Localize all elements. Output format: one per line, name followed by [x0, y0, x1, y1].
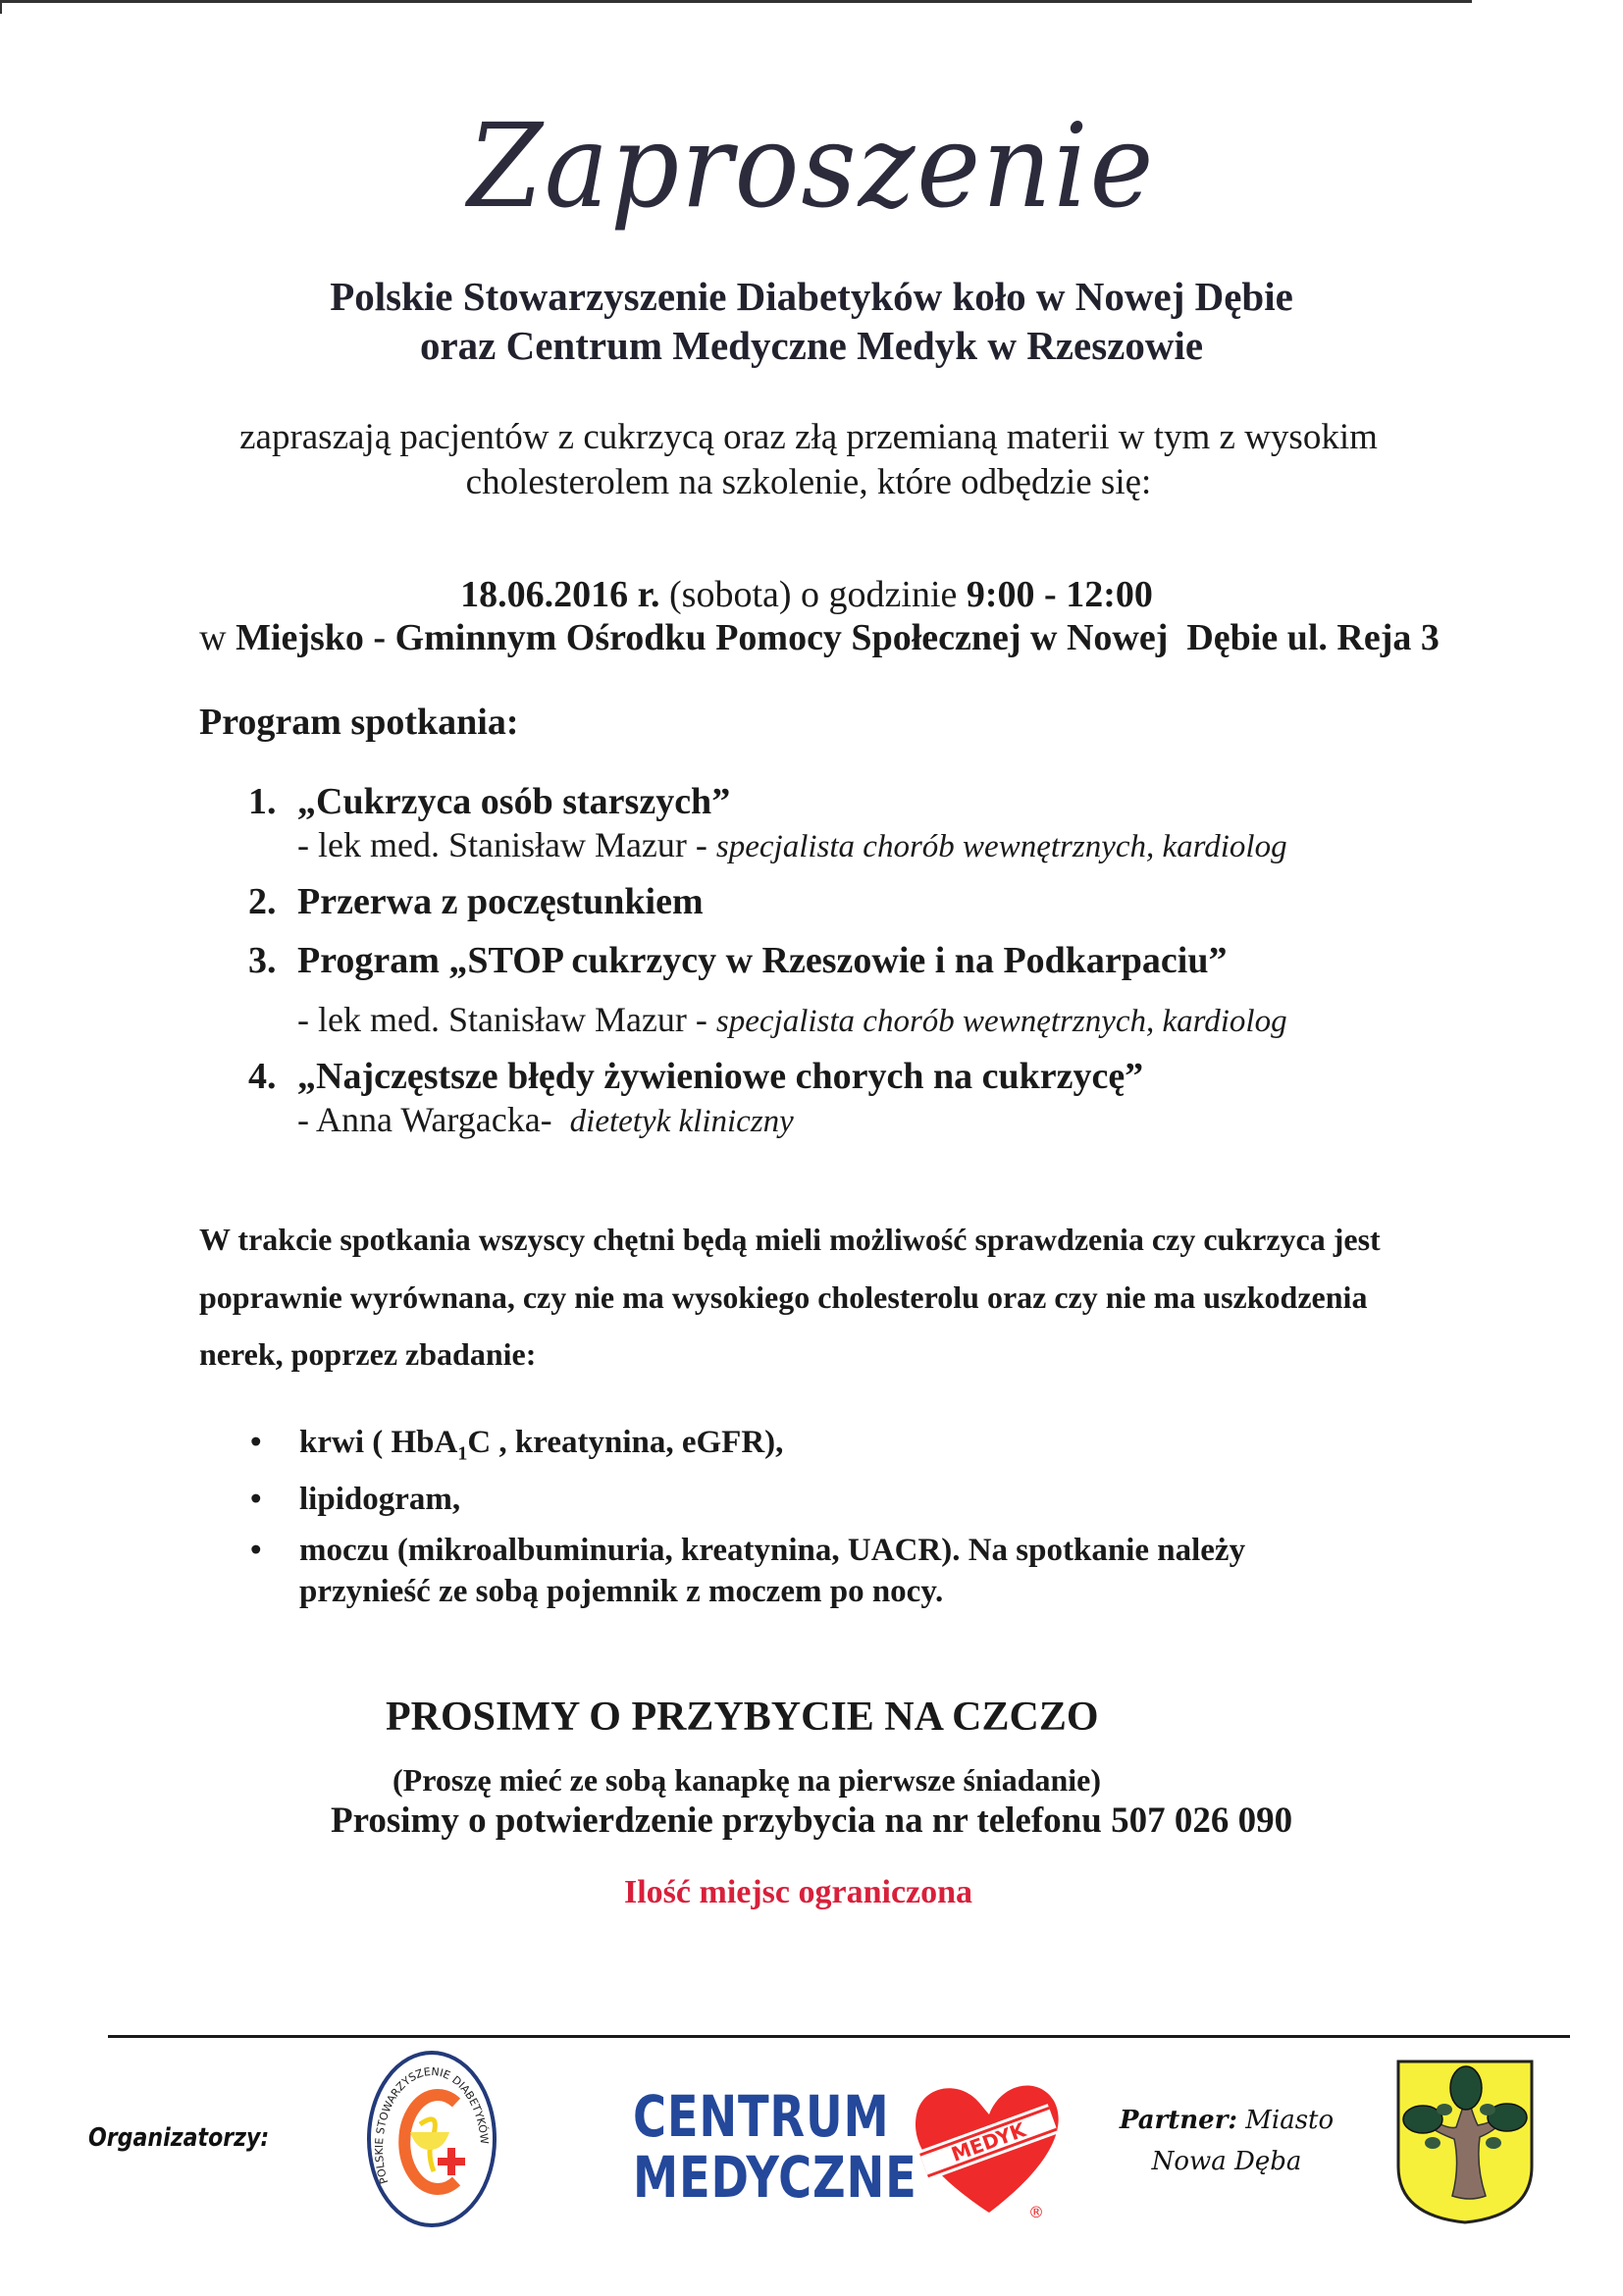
item-number: 1. [248, 781, 277, 822]
subscript: 1 [457, 1442, 468, 1465]
partner-block [1109, 2100, 1344, 2182]
program-heading: Program spotkania: [199, 702, 519, 743]
nowa-deba-crest-logo [1395, 2059, 1535, 2225]
item-number: 2. [248, 881, 277, 922]
medyk-text: MEDYK [948, 2117, 1029, 2166]
program-item-3 [248, 939, 1227, 982]
speaker-role: dietetyk kliniczny [569, 1104, 794, 1139]
bullet-text-line2: przynieść ze sobą pojemnik z moczem po nocy. [299, 1574, 944, 1609]
speaker: - lek med. Stanisław Mazur - [297, 825, 716, 864]
organizers-label: Organizatorzy: [88, 2123, 270, 2153]
event-location: Miejsko - Gminnym Ośrodku Pomocy Społecznej w Nowej Dębie ul. Reja 3 [236, 617, 1440, 658]
checkup-line1: W trakcie spotkania wszyscy chętni będą mieli możliwość sprawdzenia czy cukrzyca jest [199, 1222, 1381, 1257]
bullet-icon: • [250, 1482, 262, 1517]
confirm-phone: Prosimy o potwierdzenie przybycia na nr telefonu 507 026 090 [331, 1800, 1293, 1841]
footer-divider [108, 2035, 1570, 2038]
event-date: 18.06.2016 r. [460, 574, 660, 615]
centrum-line2: MEDYCZNE [633, 2144, 917, 2211]
intro-line1: zapraszają pacjentów z cukrzycą oraz złą przemianą materii w tym z wysokim [239, 417, 1378, 457]
bullet-icon: • [250, 1533, 262, 1568]
item-title: „Cukrzyca osób starszych” [297, 781, 731, 822]
program-item-1 [248, 780, 730, 823]
limited-seats-notice: Ilość miejsc ograniczona [624, 1874, 973, 1910]
partner-label: Partner: [1119, 2106, 1237, 2135]
item-number: 3. [248, 940, 277, 981]
location-prefix: w [199, 617, 236, 658]
program-item-2 [248, 880, 704, 923]
checkup-line3: nerek, poprzez zbadanie: [199, 1336, 537, 1372]
medyk-heart-logo [911, 2075, 1068, 2222]
intro-line2: cholesterolem na szkolenie, które odbędzie się: [465, 462, 1152, 502]
bullet-text: moczu (mikroalbuminuria, kreatynina, UACR). Na spotkanie należy [299, 1533, 1246, 1568]
scan-left-edge [0, 0, 2, 14]
scan-top-border [0, 0, 1472, 3]
program-item-4 [248, 1055, 1143, 1098]
event-location-line [8, 616, 1623, 659]
centrum-medyczne-logo [633, 2083, 917, 2211]
item-title: Przerwa z poczęstunkiem [297, 881, 704, 922]
speaker: - lek med. Stanisław Mazur - [297, 1000, 716, 1039]
item-number: 4. [248, 1056, 277, 1097]
psd-logo [363, 2046, 500, 2232]
checkup-line2: poprawnie wyrównana, czy nie ma wysokiego cholesterolu oraz czy nie ma uszkodzenia [199, 1279, 1368, 1315]
speaker: - Anna Wargacka- [297, 1100, 570, 1139]
partner-name-1: Miasto [1237, 2106, 1335, 2135]
bullet-text: lipidogram, [299, 1482, 461, 1517]
registered-mark: ® [1028, 2203, 1044, 2221]
speaker-role: specjalista chorób wewnętrznych, kardiolog [715, 1004, 1287, 1039]
program-item-3-speaker [297, 999, 1287, 1040]
fasting-notice: PROSIMY O PRZYBYCIE NA CZCZO [386, 1695, 1099, 1740]
organizers-heading-line2: oraz Centrum Medyczne Medyk w Rzeszowie [419, 323, 1204, 368]
event-date-line [0, 573, 1618, 616]
event-day: (sobota) o godzinie [659, 574, 967, 615]
psd-logo-text: POLSKIE STOWARZYSZENIE DIABETYKÓW [372, 2064, 492, 2186]
bullet-text-cont: C , kreatynina, eGFR), [467, 1425, 784, 1460]
program-item-1-speaker [297, 824, 1287, 865]
partner-name-2: Nowa Dęba [1151, 2147, 1302, 2176]
event-time: 9:00 - 12:00 [966, 574, 1153, 615]
page-title: Zaproszenie [467, 98, 1156, 234]
item-title: Program „STOP cukrzycy w Rzeszowie i na Podkarpaciu” [297, 940, 1228, 981]
program-item-4-speaker [297, 1099, 794, 1140]
bullet-text: krwi ( HbA [299, 1425, 458, 1460]
sandwich-notice: (Proszę mieć ze sobą kanapkę na pierwsze śniadanie) [393, 1762, 1102, 1798]
speaker-role: specjalista chorób wewnętrznych, kardiolog [715, 829, 1287, 864]
bullet-icon: • [250, 1425, 262, 1460]
organizers-heading-line1: Polskie Stowarzyszenie Diabetyków koło w Nowej Dębie [330, 274, 1293, 319]
item-title: „Najczęstsze błędy żywieniowe chorych na cukrzycę” [297, 1056, 1144, 1097]
centrum-line1: CENTRUM [633, 2083, 890, 2150]
